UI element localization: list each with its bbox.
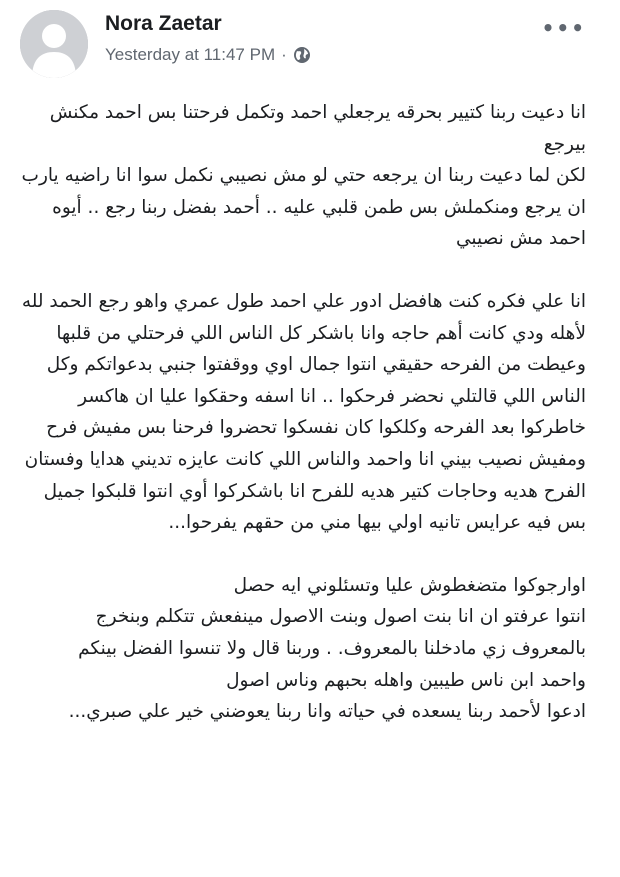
meta-separator: · (281, 45, 287, 64)
more-options-icon[interactable]: ••• (541, 16, 586, 40)
post-paragraph: انا دعيت ربنا كتيير بحرقه يرجعلي احمد وتكمل فرحتنا بس احمد مكنش بيرجع لكن لما دعيت ربنا ان يرجعه حتي لو مش نصيبي نكمل سوا انا راضيه يارب ان يرجع ومنكملش بس طمن قلبي عليه .. أحمد بفضل ربنا رجع .. أيوه احمد مش نصيبي (21, 102, 586, 250)
post-paragraph: انا علي فكره كنت هافضل ادور علي احمد طول عمري واهو رجع الحمد لله لأهله ودي كانت أهم حاجه وانا باشكر كل الناس اللي فرحتلي من قلبها وعيطت من الفرحه حقيقي انتوا جمال اوي ووقفتوا جنبي بدعواتكم وكل الناس اللي قالتلي نحضر فرحكوا .. انا اسفه وحقكوا عليا ان هاكسر خاطركوا بعد الفرحه وكلكوا كان نفسكوا تحضروا فرحنا بس مفيش فرح ومفيش نصيب بيني انا واحمد والناس اللي كانت عايزه تديني هدايا وفستان الفرح هديه وحاجات كتير هديه للفرح انا باشكركوا أوي انتوا قلبكوا جميل بس فيه عرايس تانيه اولي بيها مني من حقهم يفرحوا... (21, 290, 586, 534)
post-body (18, 97, 586, 759)
post-paragraph: اوارجوكوا متضغطوش عليا وتسئلوني ايه حصل انتوا عرفتو ان انا بنت اصول وبنت الاصول مينفعش تتكلم وبنخرج بالمعروف زي مادخلنا بالمعروف. . وربنا قال ولا تنسوا الفضل بينكم واحمد ابن ناس طيبين واهله بحبهم وناس اصول ادعوا لأحمد ربنا يسعده في حياته وانا ربنا يعوضني خير علي صبري... (68, 574, 586, 723)
avatar[interactable] (20, 10, 88, 78)
post-meta (105, 45, 311, 65)
default-avatar-icon (20, 10, 88, 78)
author-name[interactable]: Nora Zaetar (105, 12, 222, 35)
post-timestamp[interactable]: Yesterday at 11:47 PM (105, 45, 276, 64)
globe-icon[interactable] (293, 46, 311, 64)
